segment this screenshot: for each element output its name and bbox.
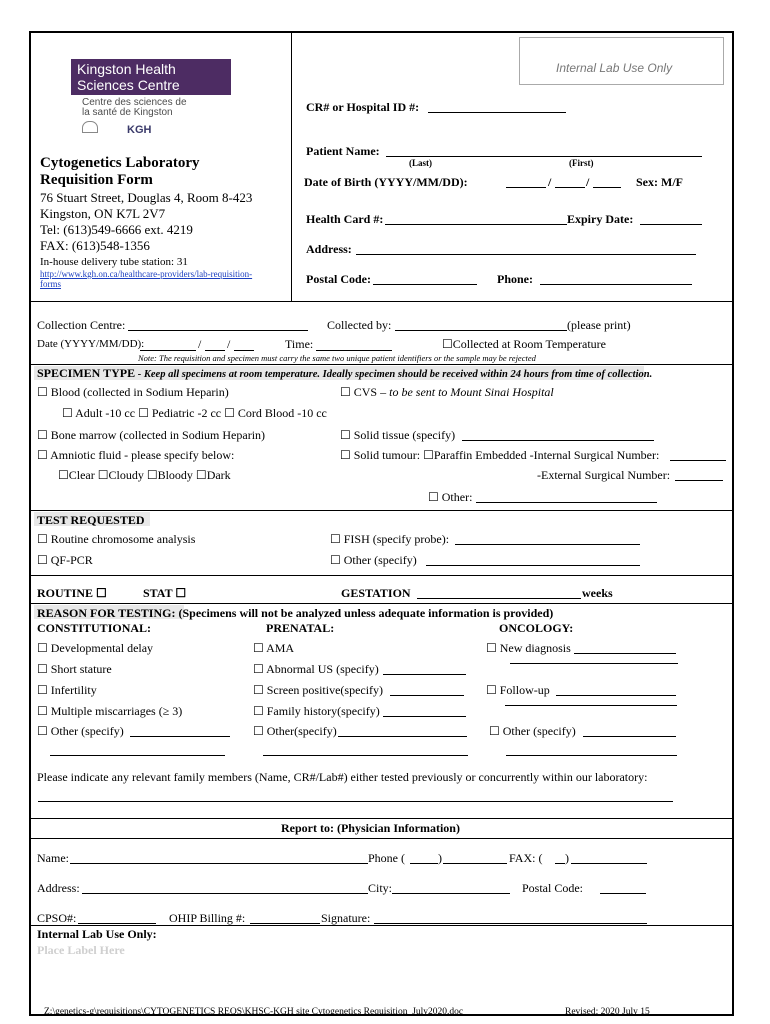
physician-city-field[interactable] xyxy=(392,882,510,894)
ohip-label: OHIP Billing #: xyxy=(169,911,246,925)
miscarriages-checkbox[interactable]: ☐ Multiple miscarriages (≥ 3) xyxy=(37,704,183,718)
specimen-heading-title: SPECIMEN TYPE xyxy=(37,366,136,380)
form-title-line1: Cytogenetics Laboratory xyxy=(40,155,200,171)
physician-postal-field[interactable] xyxy=(600,882,646,894)
solid-tissue-checkbox[interactable]: ☐ Solid tissue (specify) xyxy=(340,428,456,442)
patient-name-label: Patient Name: xyxy=(306,144,380,158)
prenatal-heading: PRENATAL: xyxy=(266,621,335,635)
stat-checkbox[interactable]: STAT ☐ xyxy=(143,586,187,600)
collected-by-field[interactable] xyxy=(395,319,567,331)
fish-checkbox[interactable]: ☐ FISH (specify probe): xyxy=(330,532,450,546)
collection-time-field[interactable] xyxy=(316,339,392,351)
cvs-note: – to be sent to Mount Sinai Hospital xyxy=(377,385,554,399)
fish-field[interactable] xyxy=(455,533,640,545)
signature-label: Signature: xyxy=(321,911,371,925)
new-diagnosis-field-2[interactable] xyxy=(510,652,678,664)
physician-phone-close: ) xyxy=(438,851,442,865)
follow-up-field-2[interactable] xyxy=(505,694,677,706)
follow-up-checkbox[interactable]: ☐ Follow-up xyxy=(486,683,550,697)
expiry-field[interactable] xyxy=(640,213,702,225)
patient-name-field[interactable] xyxy=(386,145,702,157)
physician-name-field[interactable] xyxy=(70,852,368,864)
gestation-label: GESTATION xyxy=(341,586,411,600)
cvs-option xyxy=(340,385,554,400)
physician-fax-field[interactable] xyxy=(571,852,647,864)
collection-year-field[interactable] xyxy=(140,339,196,351)
specimen-other-checkbox[interactable]: ☐ Other: xyxy=(428,490,473,504)
short-stature-checkbox[interactable]: ☐ Short stature xyxy=(37,662,112,676)
constitutional-other-field-2[interactable] xyxy=(50,744,225,756)
routine-chromosome-checkbox[interactable]: ☐ Routine chromosome analysis xyxy=(37,532,196,546)
identifier-note: Note: The requisition and specimen must carry the same two unique patient identifiers or the sample may be rejected xyxy=(138,353,536,363)
blood-checkbox[interactable]: ☐ Blood (collected in Sodium Heparin) xyxy=(37,385,229,399)
collection-date-label: Date (YYYY/MM/DD): xyxy=(37,338,145,350)
family-members-note: Please indicate any relevant family members (Name, CR#/Lab#) either tested previously or concurrently within our laboratory: xyxy=(37,770,648,784)
requisition-link-line1[interactable]: http://www.kgh.on.ca/healthcare-providers/lab-requisition- xyxy=(40,269,253,279)
oncology-heading: ONCOLOGY: xyxy=(499,621,574,635)
collection-time-label: Time: xyxy=(285,337,314,351)
postal-field[interactable] xyxy=(373,273,477,285)
sex-label[interactable]: Sex: M/F xyxy=(636,175,683,189)
last-name-hint: (Last) xyxy=(409,158,432,168)
constitutional-other-checkbox[interactable]: ☐ Other (specify) xyxy=(37,724,124,738)
physician-phone-field[interactable] xyxy=(443,852,507,864)
external-surgical-label: -External Surgical Number: xyxy=(537,468,671,482)
collection-date-slash-2: / xyxy=(227,337,231,351)
prenatal-other-field-2[interactable] xyxy=(263,744,468,756)
weeks-label: weeks xyxy=(582,586,613,600)
logo-french-line2: la santé de Kingston xyxy=(82,107,173,118)
physician-city-label: City: xyxy=(368,881,393,895)
requisition-link-line2[interactable]: forms xyxy=(40,279,61,289)
amniotic-appearance-options[interactable]: ☐Clear ☐Cloudy ☐Bloody ☐Dark xyxy=(58,468,231,482)
routine-checkbox[interactable]: ROUTINE ☐ xyxy=(37,586,107,600)
physician-address-label: Address: xyxy=(37,881,80,895)
collection-day-field[interactable] xyxy=(234,339,254,351)
address-field[interactable] xyxy=(356,243,696,255)
lab-top-rule xyxy=(29,925,734,926)
physician-address-field[interactable] xyxy=(82,882,368,894)
dob-slash-2: / xyxy=(586,175,590,189)
report-heading-rule xyxy=(29,838,734,839)
family-history-checkbox[interactable]: ☐ Family history(specify) xyxy=(253,704,380,718)
collected-by-label: Collected by: xyxy=(327,318,392,332)
prenatal-other-checkbox[interactable]: ☐ Other(specify) xyxy=(253,724,337,738)
first-name-hint: (First) xyxy=(569,158,594,168)
amniotic-checkbox[interactable]: ☐ Amniotic fluid - please specify below: xyxy=(37,448,235,462)
reason-top-rule xyxy=(29,603,734,604)
specimen-top-rule xyxy=(29,364,734,365)
test-top-rule xyxy=(29,510,734,511)
collection-date-slash-1: / xyxy=(198,337,202,351)
physician-name-label: Name: xyxy=(37,851,69,865)
oncology-other-field[interactable] xyxy=(583,725,676,737)
report-heading: Report to: (Physician Information) xyxy=(281,821,460,835)
physician-fax-area-field[interactable] xyxy=(555,852,565,864)
phone-label: Phone: xyxy=(497,272,533,286)
constitutional-heading: CONSTITUTIONAL: xyxy=(37,621,152,635)
specimen-heading-note: - Keep all specimens at room temperature. Ideally specimen should be received within 24 hours from time of collection. xyxy=(135,369,653,380)
postal-label: Postal Code: xyxy=(306,272,371,286)
collection-month-field[interactable] xyxy=(205,339,225,351)
cr-field[interactable] xyxy=(428,101,566,113)
room-temp-checkbox[interactable]: ☐Collected at Room Temperature xyxy=(442,337,606,351)
collection-centre-field[interactable] xyxy=(128,319,308,331)
test-other-field[interactable] xyxy=(426,554,640,566)
qfpcr-checkbox[interactable]: ☐ QF-PCR xyxy=(37,553,93,567)
phone-field[interactable] xyxy=(540,273,692,285)
solid-tissue-field[interactable] xyxy=(462,429,654,441)
hospital-logos xyxy=(82,121,151,137)
screen-positive-checkbox[interactable]: ☐ Screen positive(specify) xyxy=(253,683,384,697)
cvs-checkbox[interactable]: ☐ CVS xyxy=(340,385,378,399)
gestation-field[interactable] xyxy=(417,587,581,599)
solid-tumour-checkbox[interactable]: ☐ Solid tumour: ☐Paraffin Embedded -Internal Surgical Number: xyxy=(340,448,660,462)
specimen-heading xyxy=(37,366,652,381)
header-divider xyxy=(291,31,292,301)
physician-phone-label: Phone ( xyxy=(368,851,405,865)
oncology-other-field-2[interactable] xyxy=(506,744,677,756)
health-card-label: Health Card #: xyxy=(306,212,384,226)
logo-french-line1: Centre des sciences de xyxy=(82,97,187,108)
constitutional-other-field[interactable] xyxy=(130,725,230,737)
oncology-other-checkbox[interactable]: ☐ Other (specify) xyxy=(489,724,576,738)
place-label-here: Place Label Here xyxy=(37,943,125,957)
expiry-label: Expiry Date: xyxy=(567,212,634,226)
hotel-dieu-icon xyxy=(82,121,98,133)
ohip-field[interactable] xyxy=(250,912,320,924)
dob-day-field[interactable] xyxy=(593,176,621,188)
family-members-field[interactable] xyxy=(38,790,673,802)
infertility-checkbox[interactable]: ☐ Infertility xyxy=(37,683,97,697)
header-bottom-rule xyxy=(29,301,734,302)
developmental-delay-checkbox[interactable]: ☐ Developmental delay xyxy=(37,641,154,655)
prenatal-other-field[interactable] xyxy=(338,725,467,737)
cr-label: CR# or Hospital ID #: xyxy=(306,100,420,114)
form-title-line2: Requisition Form xyxy=(40,172,153,188)
blood-volume-options[interactable]: ☐ Adult -10 cc ☐ Pediatric -2 cc ☐ Cord Blood -10 cc xyxy=(62,406,327,420)
kgh-logo: KGH xyxy=(127,124,152,136)
test-heading: TEST REQUESTED xyxy=(37,513,145,527)
cpso-label: CPSO#: xyxy=(37,911,77,925)
physician-fax-label: FAX: ( xyxy=(509,851,543,865)
signature-field[interactable] xyxy=(374,912,647,924)
dob-year-field[interactable] xyxy=(506,176,546,188)
cpso-field[interactable] xyxy=(78,912,156,924)
external-surgical-field[interactable] xyxy=(675,469,723,481)
footer-revised: Revised: 2020 July 15 xyxy=(565,1007,650,1017)
bone-marrow-checkbox[interactable]: ☐ Bone marrow (collected in Sodium Heparin) xyxy=(37,428,266,442)
footer-file-path: Z:\genetics-g\requisitions\CYTOGENETICS REQS\KHSC-KGH site Cytogenetics Requisition_July2020.doc xyxy=(44,1007,464,1017)
internal-use-label: Internal Lab Use Only xyxy=(556,61,673,75)
abnormal-us-checkbox[interactable]: ☐ Abnormal US (specify) xyxy=(253,662,379,676)
dob-slash-1: / xyxy=(548,175,552,189)
physician-fax-close: ) xyxy=(565,851,569,865)
health-card-field[interactable] xyxy=(385,213,567,225)
new-diagnosis-checkbox[interactable]: ☐ New diagnosis xyxy=(486,641,571,655)
abnormal-us-field[interactable] xyxy=(383,663,466,675)
address-label: Address: xyxy=(306,242,352,256)
please-print-hint: (please print) xyxy=(567,318,631,332)
collection-centre-label: Collection Centre: xyxy=(37,318,126,332)
inhouse-delivery: In-house delivery tube station: 31 xyxy=(40,256,188,268)
ama-checkbox[interactable]: ☐ AMA xyxy=(253,641,295,655)
screen-positive-field[interactable] xyxy=(390,684,464,696)
lab-fax: FAX: (613)548-1356 xyxy=(40,238,150,253)
internal-surgical-field[interactable] xyxy=(670,449,726,461)
family-history-field[interactable] xyxy=(383,705,466,717)
lab-tel: Tel: (613)549-6666 ext. 4219 xyxy=(40,222,193,237)
dob-label: Date of Birth (YYYY/MM/DD): xyxy=(304,175,468,189)
dob-month-field[interactable] xyxy=(555,176,585,188)
report-top-rule xyxy=(29,818,734,819)
specimen-other-field[interactable] xyxy=(476,491,657,503)
lab-address-line2: Kingston, ON K7L 2V7 xyxy=(40,206,166,221)
test-other-checkbox[interactable]: ☐ Other (specify) xyxy=(330,553,417,567)
lab-address-line1: 76 Stuart Street, Douglas 4, Room 8-423 xyxy=(40,190,253,205)
priority-top-rule xyxy=(29,575,734,576)
kingston-health-logo: Kingston Health Sciences Centre xyxy=(71,59,231,95)
internal-lab-heading: Internal Lab Use Only: xyxy=(37,927,157,941)
physician-postal-label: Postal Code: xyxy=(522,881,584,895)
physician-phone-area-field[interactable] xyxy=(410,852,438,864)
reason-heading: REASON FOR TESTING: (Specimens will not be analyzed unless adequate information is provided) xyxy=(37,606,554,620)
